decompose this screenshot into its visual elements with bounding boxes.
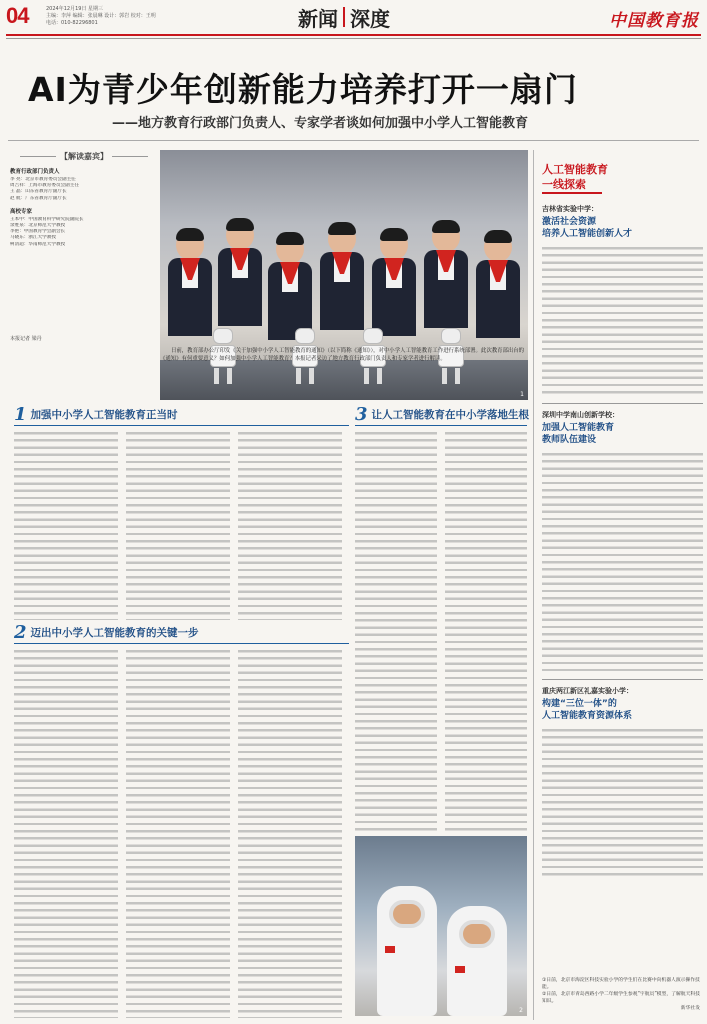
photo-astronaut-models xyxy=(355,836,527,1016)
byline: 本报记者 梁丹 xyxy=(10,336,42,342)
masthead-rule-thin xyxy=(6,38,701,39)
section-heading-1 xyxy=(14,404,178,425)
sidebar-frontline xyxy=(533,150,703,1020)
guest-entry: 赵 航：广东省教育厅副厅长 xyxy=(10,195,67,201)
guest-entry: 周吉祥：上海市教育委员会副主任 xyxy=(10,183,79,189)
body-column xyxy=(14,430,118,620)
headline-divider xyxy=(8,140,699,141)
sidebar-item-body xyxy=(542,451,703,671)
sidebar-item-source: 吉林省实验中学： xyxy=(542,205,598,213)
issue-info xyxy=(46,6,156,27)
body-column xyxy=(126,648,230,1018)
photo-caption-1: ①日前，北京市海淀区科技实验小学的学生们在比赛中向机器人演示操作技能。 xyxy=(542,978,700,990)
newspaper-logo: 中国教育报 xyxy=(609,11,699,31)
section-title-text: 迈出中小学人工智能教育的关键一步 xyxy=(30,627,199,639)
sidebar-item-headline: 加强人工智能教育 教师队伍建设 xyxy=(542,423,615,445)
body-column xyxy=(238,648,342,1018)
section-rule xyxy=(14,643,349,644)
student-figure xyxy=(218,220,262,330)
section-divider xyxy=(343,7,345,27)
guest-list xyxy=(10,145,158,340)
sidebar-divider xyxy=(542,679,703,680)
guest-entry: 柯清超：华南师范大学教授 xyxy=(10,241,66,247)
guest-entry: 余胜泉：北京师范大学教授 xyxy=(10,223,66,229)
photo-caption-2: ②日前，北京市青岛西路小学二年级学生参观“宇航员”模型，了解航天科技知识。 xyxy=(542,992,700,1004)
headline: AI为青少年创新能力培养打开一扇门 xyxy=(28,70,578,109)
sidebar-item xyxy=(542,204,703,395)
section-rule xyxy=(14,425,349,426)
section-title-text: 让人工智能教育在中小学落地生根 xyxy=(371,409,530,421)
photo-credit: 新华社发 xyxy=(680,1006,700,1011)
body-column xyxy=(14,648,118,1018)
astronaut-model xyxy=(377,886,437,1016)
sidebar-item-source: 深圳中学南山创新学校： xyxy=(542,411,619,419)
body-column xyxy=(126,430,230,620)
section-title xyxy=(298,4,390,30)
guest-group-officials: 教育行政部门负责人 xyxy=(10,169,60,175)
student-figure xyxy=(372,230,416,340)
body-column xyxy=(355,430,437,832)
guest-group-experts: 高校专家 xyxy=(10,208,33,215)
guest-entry: 王 晶：山东省教育厅副厅长 xyxy=(10,189,67,195)
guest-entry: 马晓东：浙江大学教授 xyxy=(10,235,56,241)
section-number: 3 xyxy=(355,404,368,425)
sidebar-item xyxy=(542,686,703,877)
photo-caption xyxy=(542,977,700,1012)
lede-paragraph: 日前，教育部办公厅印发《关于加强中小学人工智能教育的通知》（以下简称《通知》），对中小学人工智能教育工作进行系统部署。此次教育部出台的《通知》有何重要意义？如何加强中小学人工智能教育？本报记者采访了地方教育行政部门负责人和专家学者进行解读。 xyxy=(160,348,525,362)
student-figure xyxy=(320,224,364,334)
body-column xyxy=(445,430,527,832)
sidebar-item-headline: 激活社会资源 培养人工智能创新人才 xyxy=(542,217,633,239)
guest-list-title: 【解读嘉宾】 xyxy=(10,151,158,162)
section-depth: 深度 xyxy=(350,6,390,31)
section-title-text: 加强中小学人工智能教育正当时 xyxy=(30,409,178,421)
issue-editors: 主编：李萍 编辑：张晨琳 设计：郭岩 校对：王明 xyxy=(46,13,156,19)
section-number: 1 xyxy=(14,404,27,425)
masthead-rule xyxy=(6,34,701,36)
section-heading-2 xyxy=(14,622,199,643)
section-heading-3 xyxy=(355,404,529,425)
astronaut-model xyxy=(447,906,507,1016)
sidebar-item-body xyxy=(542,727,703,877)
section-rule xyxy=(355,425,527,426)
student-figure xyxy=(476,232,520,342)
guest-entry: 王本中：中国教育科学研究院副院长 xyxy=(10,216,84,222)
section-number: 2 xyxy=(14,622,27,643)
sidebar-item-source: 重庆两江新区礼嘉实验小学： xyxy=(542,687,633,695)
page-number: 04 xyxy=(6,3,29,28)
sidebar-item-headline: 构建“三位一体”的 人工智能教育资源体系 xyxy=(542,699,633,721)
sidebar-item-body xyxy=(542,245,703,395)
subheadline: ——地方教育行政部门负责人、专家学者谈如何加强中小学人工智能教育 xyxy=(112,116,529,131)
masthead xyxy=(0,0,707,42)
sidebar-item xyxy=(542,410,703,671)
guest-entry: 李艳：中国教育学会副会长 xyxy=(10,229,66,235)
issue-phone: 电话：010-82296801 xyxy=(46,20,98,26)
section-news: 新闻 xyxy=(298,6,338,31)
photo-number: 2 xyxy=(519,1007,523,1014)
student-figure xyxy=(168,230,212,340)
guest-entry: 李 亮：北京市教育委员会副主任 xyxy=(10,177,76,182)
photo-number: 1 xyxy=(520,391,524,398)
body-column xyxy=(238,430,342,620)
sidebar-kicker-rule xyxy=(542,192,602,194)
sidebar-kicker: 人工智能教育 一线探索 xyxy=(542,163,608,191)
issue-date: 2024年12月19日 星期三 xyxy=(46,6,104,12)
sidebar-divider xyxy=(542,403,703,404)
student-figure xyxy=(424,222,468,332)
